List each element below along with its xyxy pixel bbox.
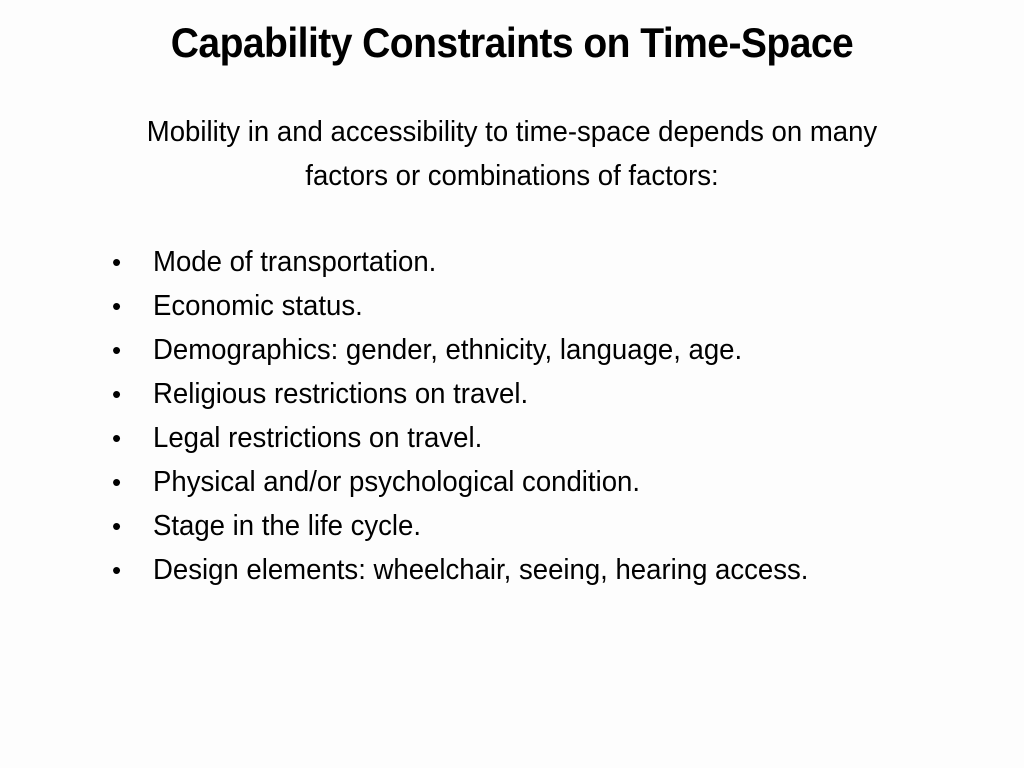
list-item-text: Design elements: wheelchair, seeing, hearing access. (153, 554, 809, 586)
list-item-text: Mode of transportation. (153, 246, 437, 278)
bullet-icon: • (112, 467, 122, 497)
list-item (104, 372, 904, 416)
list-item (104, 416, 904, 460)
list-item-text: Economic status. (153, 290, 363, 322)
list-item (104, 328, 904, 372)
list-item-text: Religious restrictions on travel. (153, 378, 529, 410)
list-item-text: Legal restrictions on travel. (153, 422, 483, 454)
list-item (104, 240, 904, 284)
intro-text: Mobility in and accessibility to time-space depends on many factors or combinations of factors: (146, 116, 878, 192)
bullet-icon: • (112, 247, 122, 277)
list-item-text: Physical and/or psychological condition. (153, 466, 641, 498)
list-item (104, 460, 904, 504)
bullet-icon: • (112, 335, 122, 365)
bullet-icon: • (112, 511, 122, 541)
list-item (104, 504, 904, 548)
bullet-list (104, 240, 904, 592)
bullet-icon: • (112, 291, 122, 321)
list-item-text: Stage in the life cycle. (153, 510, 422, 542)
bullet-icon: • (112, 379, 122, 409)
list-item-text: Demographics: gender, ethnicity, language, age. (153, 334, 743, 366)
slide-title: Capability Constraints on Time-Space (170, 19, 854, 66)
list-item (104, 284, 904, 328)
bullet-icon: • (112, 555, 122, 585)
list-item (104, 548, 904, 592)
bullet-icon: • (112, 423, 122, 453)
